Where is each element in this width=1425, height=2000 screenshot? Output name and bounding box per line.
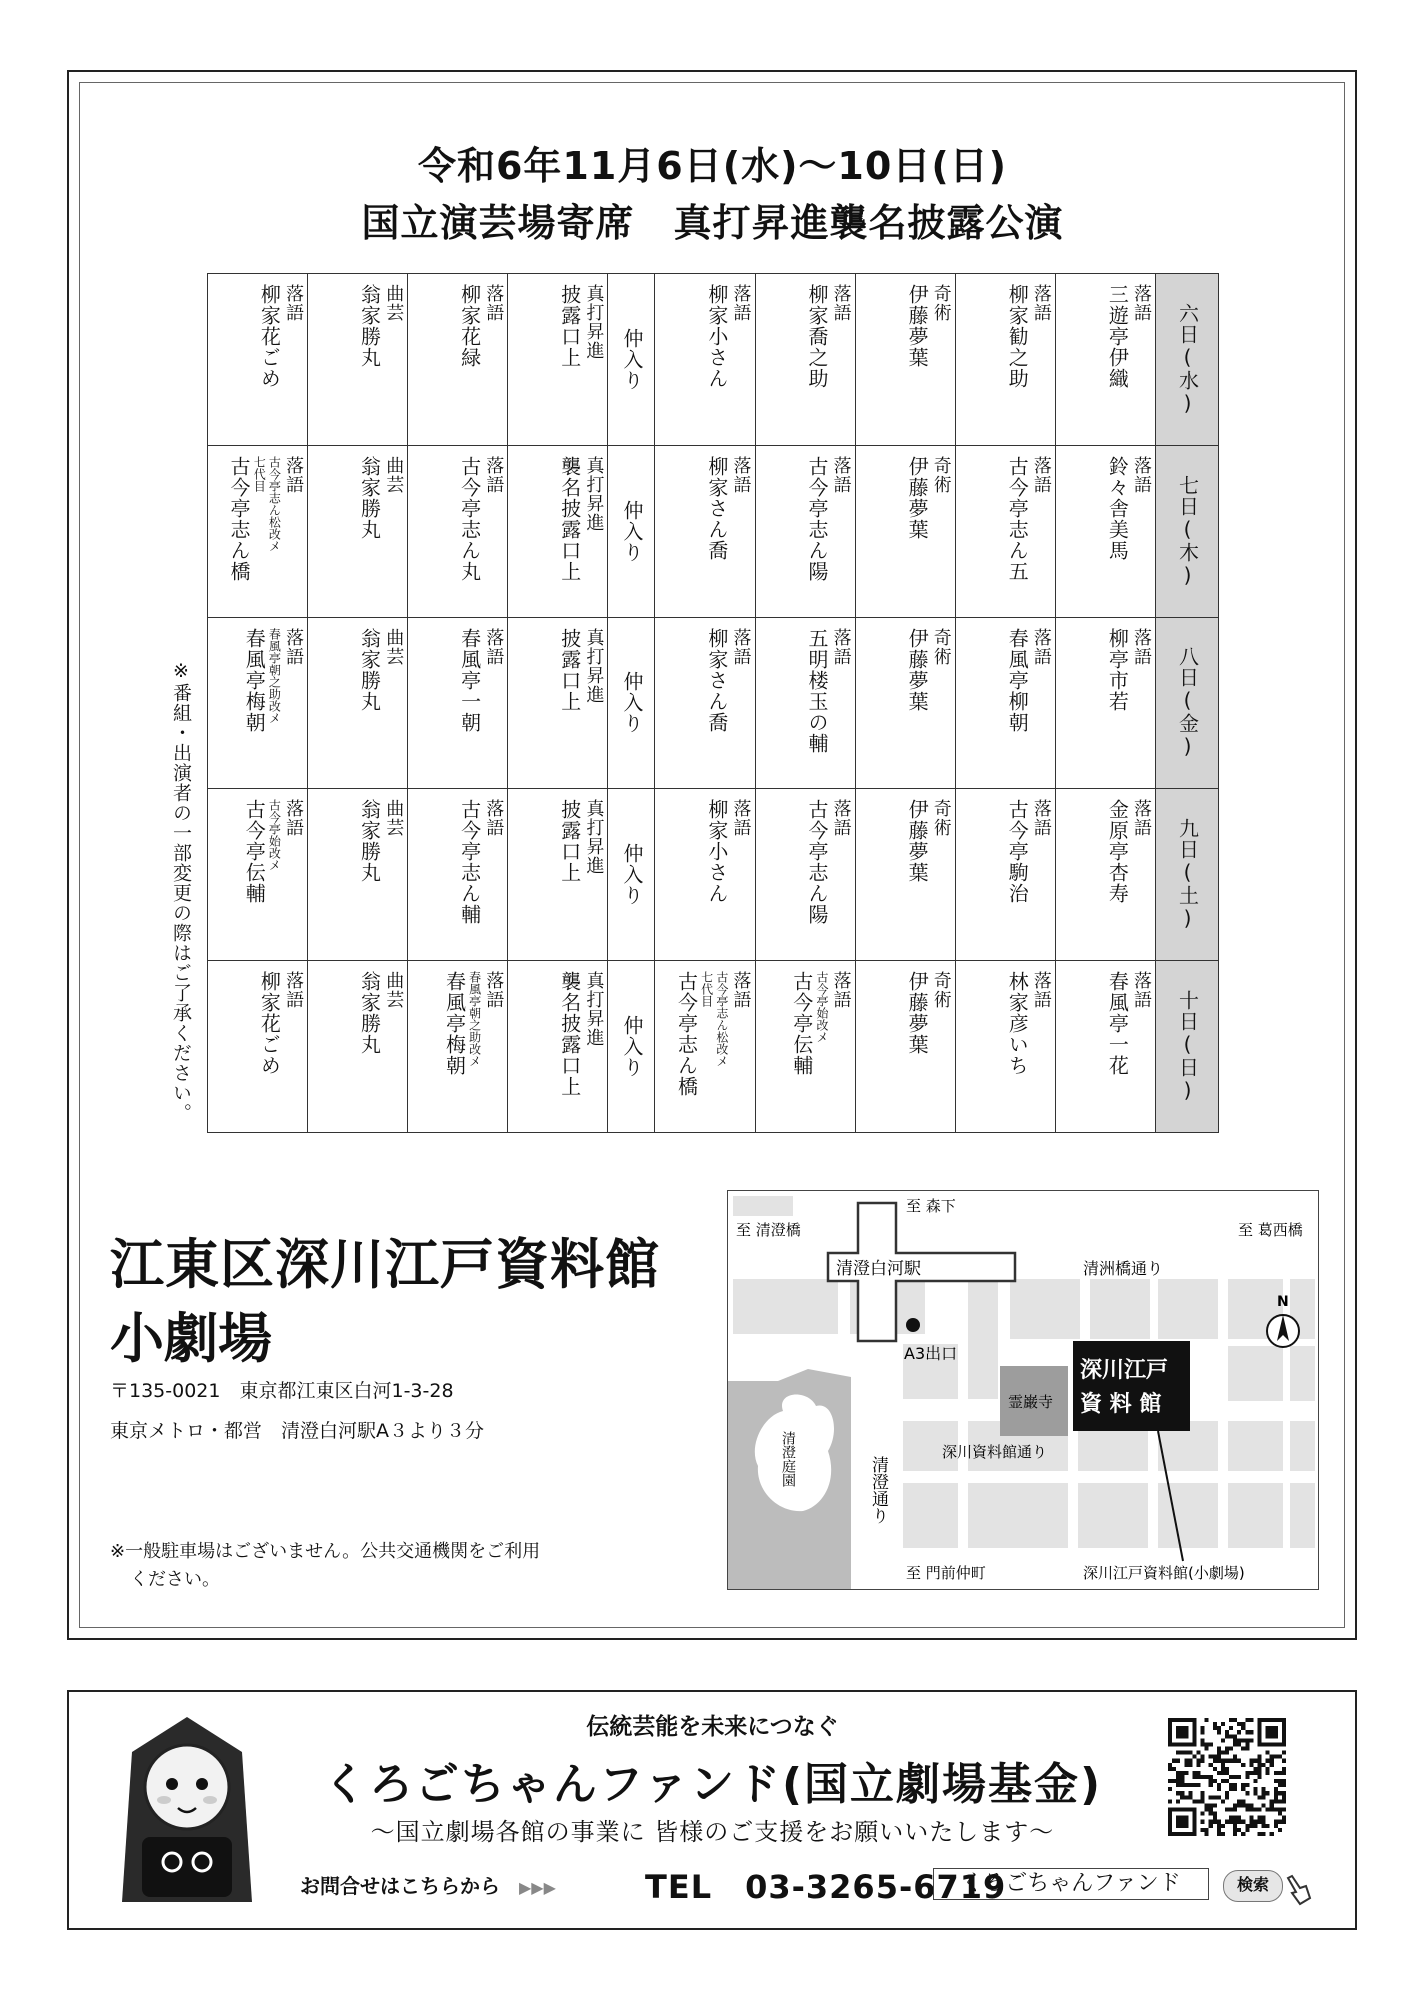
act-performer: 柳家小さん [704, 284, 729, 389]
program-cell [208, 789, 308, 961]
north-icon [1267, 1315, 1299, 1347]
act-genre: 落語 [1030, 284, 1052, 322]
program-row [208, 961, 1219, 1133]
program-cell [308, 617, 408, 789]
day-cell [1156, 789, 1219, 961]
fund-tagline: 伝統芸能を未来につなぐ [586, 1714, 839, 1740]
program-cell [408, 617, 508, 789]
act-performer: 春風亭柳朝 [1005, 627, 1030, 733]
act-performer: 柳家さん喬 [704, 455, 729, 561]
act-performer: 春風亭一朝 [457, 627, 482, 733]
program-cell [755, 617, 855, 789]
act-performer: 伊藤夢葉 [905, 627, 930, 712]
act-genre: 曲芸 [383, 627, 405, 666]
program-row [208, 445, 1219, 617]
qr-code-image [1168, 1718, 1286, 1836]
label-caption: 深川江戸資料館(小劇場) [1083, 1564, 1245, 1582]
pointer-hand-icon [1282, 1872, 1318, 1912]
program-cell [208, 445, 308, 617]
program-cell [955, 617, 1055, 789]
parking-line-2: ください。 [130, 1568, 220, 1590]
act-performer: 古今亭伝輔 [789, 971, 814, 1077]
act-performer: 柳家花ごめ [257, 971, 282, 1077]
act-genre: 落語 [283, 799, 305, 838]
program-cell [608, 445, 655, 617]
program-cell [508, 961, 608, 1133]
label-north: N [1277, 1294, 1289, 1310]
act-performer: 古今亭駒治 [1005, 799, 1030, 905]
program-cell [308, 789, 408, 961]
act-performer: 古今亭志ん橋 [674, 971, 699, 1098]
act-genre: 落語 [1131, 455, 1152, 494]
act-genre: 奇術 [930, 284, 952, 322]
act-performer: 伊藤夢葉 [905, 455, 930, 540]
act-former-name: 古今亭志ん松改メ [714, 971, 729, 1068]
label-station: 清澄白河駅 [836, 1259, 921, 1279]
program-cell [508, 617, 608, 789]
program-table [207, 273, 1219, 1133]
act-performer: 古今亭伝輔 [242, 799, 267, 905]
access-map [727, 1190, 1319, 1590]
act-performer: 柳家喬之助 [804, 284, 829, 389]
act-genre: 落語 [730, 799, 752, 838]
intermission-label: 仲入り [619, 671, 644, 735]
act-performer: 柳家さん喬 [704, 627, 729, 733]
act-performer: 披露口上 [557, 627, 582, 712]
act-generation: 七代目 [699, 971, 714, 1008]
program-cell [755, 274, 855, 446]
program-row [208, 274, 1219, 446]
museum-box [1073, 1341, 1190, 1431]
act-former-name: 古今亭始改メ [814, 971, 829, 1044]
act-performer: 披露口上 [557, 284, 582, 368]
program-cell [608, 961, 655, 1133]
act-genre: 落語 [830, 284, 852, 322]
contact-label [300, 1870, 556, 1899]
act-performer: 翁家勝丸 [357, 455, 382, 540]
intermission-label: 仲入り [619, 499, 644, 563]
act-genre: 奇術 [930, 971, 952, 1010]
label-street-shiryokan: 深川資料館通り [942, 1443, 1048, 1461]
program-cell [508, 445, 608, 617]
act-performer: 古今亭志ん丸 [457, 455, 482, 582]
act-genre: 落語 [483, 971, 505, 1010]
program-cell [955, 445, 1055, 617]
act-genre: 落語 [1131, 284, 1152, 322]
act-former-name: 春風亭朝之助改メ [467, 971, 482, 1068]
program-cell [208, 961, 308, 1133]
program-row [208, 789, 1219, 961]
program-cell [1055, 274, 1155, 446]
act-genre: 落語 [730, 284, 752, 322]
act-genre: 落語 [830, 971, 852, 1010]
program-cell [955, 274, 1055, 446]
label-museum-row1: 深川江戸 [1080, 1358, 1169, 1383]
program-cell [755, 445, 855, 617]
venue-hall: 小劇場 [110, 1306, 272, 1370]
act-genre: 奇術 [930, 627, 952, 666]
fund-title: くろごちゃんファンド(国立劇場基金) [322, 1759, 1103, 1810]
parking-line-1: ※一般駐車場はございません。公共交通機関をご利用 [110, 1541, 541, 1562]
search-button[interactable]: 検索 [1223, 1870, 1283, 1902]
act-former-name: 古今亭始改メ [267, 799, 282, 872]
program-cell [408, 961, 508, 1133]
act-genre: 落語 [483, 627, 505, 666]
act-genre: 落語 [730, 455, 752, 494]
act-genre: 落語 [283, 455, 305, 494]
act-performer: 翁家勝丸 [357, 284, 382, 368]
act-former-name: 春風亭朝之助改メ [267, 627, 282, 724]
day-label: 九日(土) [1175, 818, 1200, 932]
program-cell [655, 961, 755, 1133]
exit-dot [906, 1318, 920, 1332]
arrow-icon: ▶▶▶ [518, 1878, 556, 1897]
event-title: 国立演芸場寄席 真打昇進襲名披露公演 [361, 201, 1064, 245]
act-genre: 落語 [1030, 971, 1052, 1010]
act-generation: 七代目 [252, 455, 267, 492]
act-performer: 金原亭杏寿 [1105, 799, 1130, 905]
label-temple: 霊巌寺 [1008, 1393, 1054, 1411]
act-performer: 柳亭市若 [1105, 627, 1130, 712]
act-genre: 落語 [830, 799, 852, 838]
act-genre: 奇術 [930, 799, 952, 838]
act-performer: 春風亭梅朝 [242, 627, 267, 733]
program-cell [855, 445, 955, 617]
search-box[interactable]: くろごちゃんファンド [933, 1868, 1209, 1900]
act-genre: 真打昇進 [583, 455, 605, 532]
program-cell [755, 789, 855, 961]
act-performer: 古今亭志ん橋 [227, 455, 252, 582]
day-cell [1156, 617, 1219, 789]
act-genre: 落語 [283, 971, 305, 1010]
act-performer: 五明楼玉の輔 [804, 627, 829, 754]
act-performer: 古今亭志ん輔 [457, 799, 482, 926]
act-performer: 柳家花緑 [457, 284, 482, 368]
program-cell [955, 789, 1055, 961]
contact-text: お問合せはこちらから [300, 1874, 500, 1898]
intermission-label: 仲入り [619, 1015, 644, 1079]
act-genre: 真打昇進 [583, 971, 605, 1048]
day-label: 八日(金) [1175, 646, 1200, 760]
act-genre: 真打昇進 [583, 627, 605, 704]
program-cell [308, 445, 408, 617]
program-cell [508, 789, 608, 961]
act-performer: 翁家勝丸 [357, 971, 382, 1056]
venue-name: 江東区深川江戸資料館 [110, 1232, 660, 1296]
act-genre: 曲芸 [383, 799, 405, 838]
program-cell [408, 445, 508, 617]
label-to-kasaibashi: 至 葛西橋 [1238, 1221, 1303, 1239]
program-cell [655, 789, 755, 961]
program-cell [208, 617, 308, 789]
act-genre: 奇術 [930, 455, 952, 494]
act-performer: 林家彦いち [1005, 971, 1030, 1077]
act-genre: 落語 [283, 627, 305, 666]
act-genre: 落語 [1131, 799, 1152, 838]
label-exit: A3出口 [904, 1344, 958, 1363]
program-change-note: ※番組・出演者の一部変更の際はご了承ください。 [170, 660, 192, 1123]
act-genre: 真打昇進 [583, 284, 605, 360]
program-cell [955, 961, 1055, 1133]
program-cell [1055, 445, 1155, 617]
act-performer: 翁家勝丸 [357, 799, 382, 884]
act-genre: 落語 [483, 284, 505, 322]
act-genre: 落語 [730, 627, 752, 666]
phone-number[interactable]: TEL 03-3265-6719 [645, 1868, 1007, 1906]
act-performer: 柳家花ごめ [257, 284, 282, 389]
program-cell [1055, 617, 1155, 789]
act-performer: 柳家勧之助 [1005, 284, 1030, 389]
act-genre: 落語 [1131, 971, 1152, 1010]
program-cell [655, 617, 755, 789]
day-label: 七日(木) [1175, 474, 1200, 588]
day-cell [1156, 445, 1219, 617]
parking-note [110, 1538, 540, 1594]
act-performer: 伊藤夢葉 [905, 971, 930, 1056]
program-cell [308, 274, 408, 446]
act-performer: 伊藤夢葉 [905, 284, 930, 368]
act-performer: 古今亭志ん陽 [804, 455, 829, 582]
act-genre: 落語 [283, 284, 305, 322]
program-cell [755, 961, 855, 1133]
day-cell [1156, 961, 1219, 1133]
program-cell [208, 274, 308, 446]
program-cell [408, 274, 508, 446]
day-label: 六日(水) [1175, 302, 1200, 416]
label-museum-row2: 資 料 館 [1080, 1392, 1162, 1417]
act-performer: 翁家勝丸 [357, 627, 382, 712]
act-genre: 落語 [483, 799, 505, 838]
act-genre: 落語 [483, 455, 505, 494]
act-genre: 落語 [1030, 799, 1052, 838]
act-genre: 落語 [1131, 627, 1152, 666]
program-row [208, 617, 1219, 789]
act-former-name: 古今亭志ん松改メ [267, 455, 282, 552]
act-genre: 落語 [730, 971, 752, 1010]
program-cell [408, 789, 508, 961]
act-performer: 鈴々舎美馬 [1105, 455, 1130, 561]
act-genre: 落語 [1030, 455, 1052, 494]
act-performer: 春風亭一花 [1105, 971, 1130, 1077]
program-cell [608, 617, 655, 789]
label-street-kiyosumi: 清澄通り [868, 1456, 888, 1524]
act-performer: 古今亭志ん陽 [804, 799, 829, 926]
program-cell [855, 617, 955, 789]
label-to-monzen: 至 門前仲町 [906, 1564, 986, 1582]
venue-access: 東京メトロ・都営 清澄白河駅A３より３分 [110, 1420, 484, 1442]
program-cell [608, 274, 655, 446]
program-cell [1055, 789, 1155, 961]
date-line: 令和6年11月6日(水)～10日(日) [417, 144, 1008, 188]
day-cell [1156, 274, 1219, 446]
program-cell [508, 274, 608, 446]
act-performer: 柳家小さん [704, 799, 729, 905]
program-cell [855, 961, 955, 1133]
venue-address: 〒135-0021 東京都江東区白河1-3-28 [110, 1380, 454, 1402]
program-cell [655, 274, 755, 446]
act-genre: 真打昇進 [583, 799, 605, 876]
act-performer: 襲名披露口上 [557, 971, 582, 1098]
program-cell [308, 961, 408, 1133]
act-performer: 古今亭志ん五 [1005, 455, 1030, 582]
act-performer: 襲名披露口上 [557, 455, 582, 582]
act-performer: 春風亭梅朝 [442, 971, 467, 1077]
day-label: 十日(日) [1175, 990, 1200, 1104]
act-performer: 三遊亭伊織 [1105, 284, 1130, 389]
program-cell [1055, 961, 1155, 1133]
intermission-label: 仲入り [619, 843, 644, 907]
label-garden: 清澄庭園 [780, 1431, 796, 1487]
act-genre: 曲芸 [383, 455, 405, 494]
label-to-kiyosumibashi: 至 清澄橋 [736, 1221, 801, 1239]
act-genre: 曲芸 [383, 284, 405, 322]
fund-subtitle: ～国立劇場各館の事業に 皆様のご支援をお願いいたします～ [370, 1818, 1055, 1846]
act-genre: 落語 [830, 627, 852, 666]
label-to-morishita: 至 森下 [906, 1197, 956, 1215]
program-cell [655, 445, 755, 617]
act-genre: 落語 [1030, 627, 1052, 666]
act-performer: 披露口上 [557, 799, 582, 884]
act-genre: 曲芸 [383, 971, 405, 1010]
intermission-label: 仲入り [619, 327, 644, 391]
act-performer: 伊藤夢葉 [905, 799, 930, 884]
program-cell [855, 274, 955, 446]
program-cell [608, 789, 655, 961]
act-genre: 落語 [830, 455, 852, 494]
program-cell [855, 789, 955, 961]
label-street-kiyosu: 清洲橋通り [1083, 1259, 1164, 1278]
